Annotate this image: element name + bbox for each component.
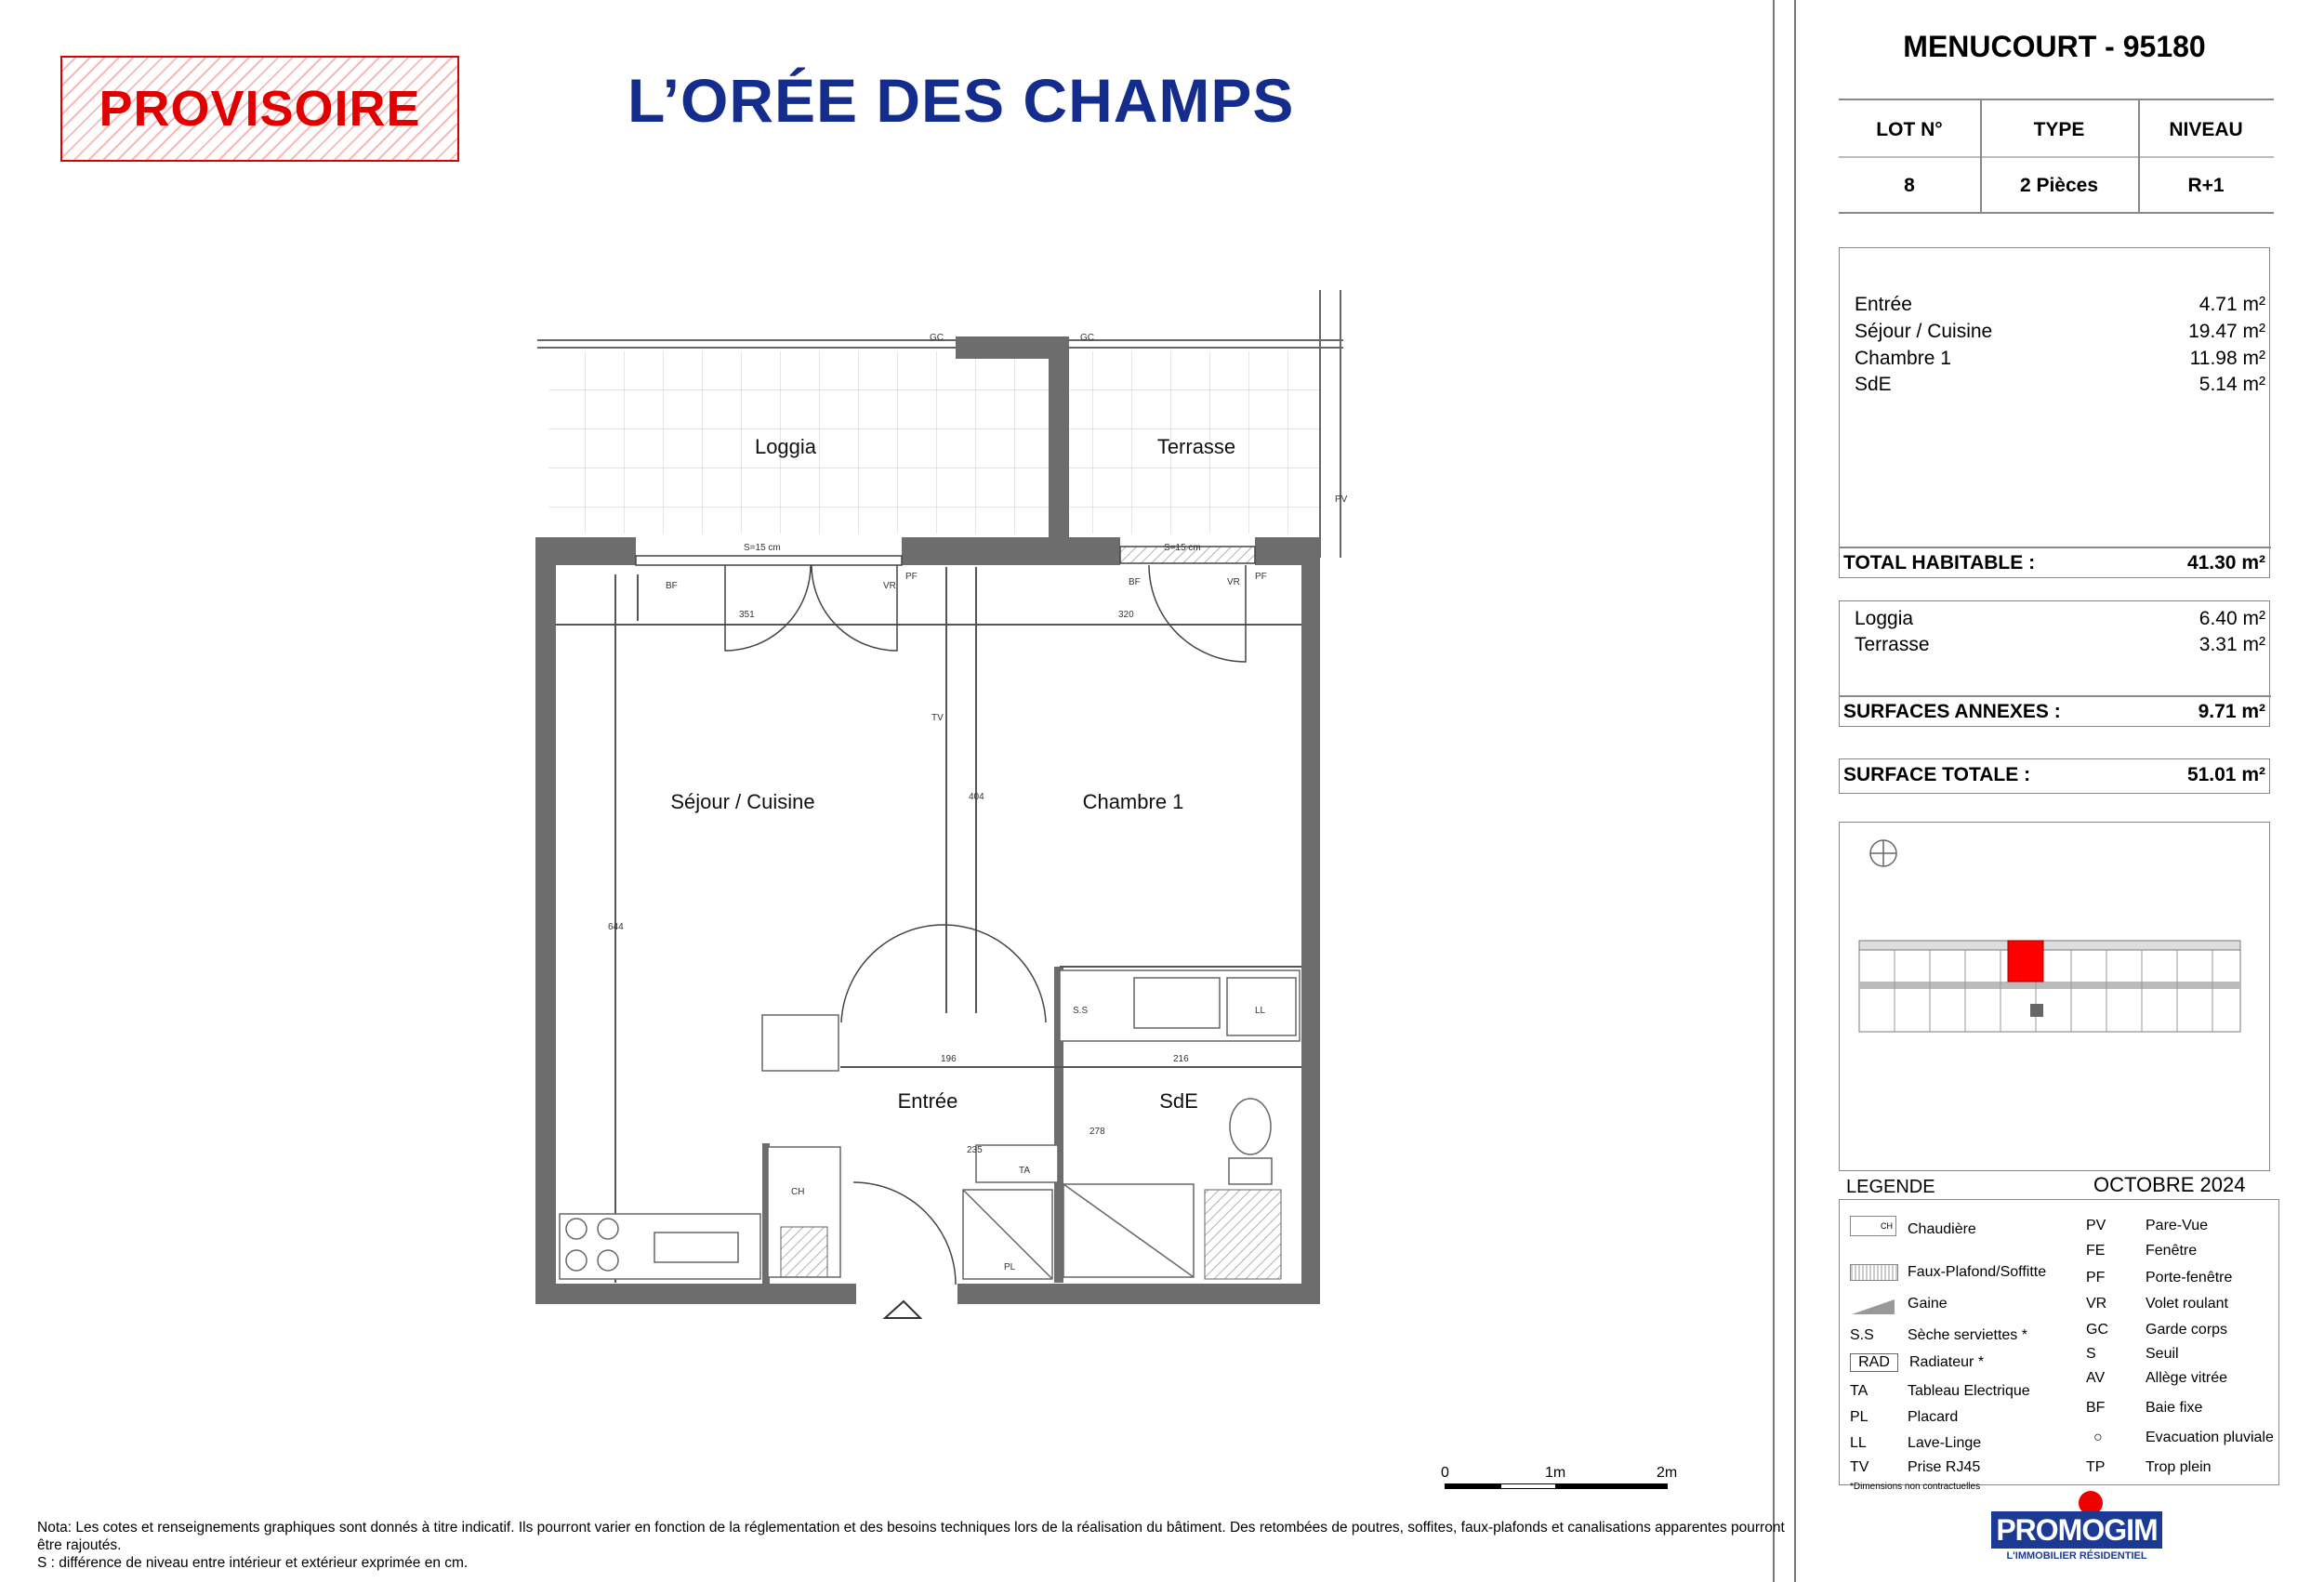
note-line-2: S : différence de niveau entre intérieur et extérieur exprimée en cm. [37,1555,469,1571]
lot-table [1839,99,2274,214]
brand-logo: PROMOGIM [1991,1511,2162,1549]
label-vr-1: VR [883,581,896,591]
room-entree: Entrée [897,1089,958,1113]
legend-vr: VR Volet roulant [2086,1296,2228,1312]
label-bf-2: BF [1129,577,1141,587]
room-terrasse: Terrasse [1156,435,1236,458]
gaine-icon [1850,1296,1896,1316]
legend-ss: S.S Sèche serviettes * [1850,1327,2027,1343]
label-pf-1: PF [905,572,918,582]
surface-row [1855,348,2265,370]
annex-label: Terrasse [1855,634,1930,655]
annexes-total-row [1843,701,2265,723]
surface-label: Chambre 1 [1855,348,1951,369]
label-pf-2: PF [1255,572,1267,582]
type-value: 2 Pièces [2019,175,2099,196]
legend-gc: GC Garde corps [2086,1322,2228,1338]
provisional-stamp [60,56,459,162]
surface-label: Entrée [1855,294,1912,315]
label-tv: TV [931,713,944,723]
label-gc-1: GC [930,333,944,343]
annex-label: Loggia [1855,608,1914,629]
legend-rad: RAD Radiateur * [1850,1353,1984,1372]
key-plan [1839,822,2268,1169]
room-loggia: Loggia [754,435,817,458]
label-vr-2: VR [1227,577,1240,587]
dim-351: 351 [739,610,755,620]
surface-totale-label: SURFACE TOTALE : [1843,764,2031,785]
total-habitable-row [1843,552,2265,574]
room-sde: SdE [1159,1089,1198,1113]
surface-row [1855,374,2265,396]
niveau-value: R+1 [2187,175,2225,196]
dim-404: 404 [969,792,984,802]
legend-tp: TP Trop plein [2086,1459,2212,1475]
surface-value: 19.47 m² [2188,321,2265,342]
legend-pv: PV Pare-Vue [2086,1218,2208,1233]
legend-av: AV Allège vitrée [2086,1370,2228,1386]
surface-value: 4.71 m² [2199,294,2265,315]
chaudiere-symbol: CH [1881,1221,1893,1231]
dim-196: 196 [941,1054,957,1064]
frame-divider-right [1794,0,1796,1582]
legend-bf: BF Baie fixe [2086,1400,2203,1416]
legend-ta: TA Tableau Electrique [1850,1383,2030,1399]
annexes-total-value: 9.71 m² [2198,701,2265,722]
surface-value: 5.14 m² [2199,374,2265,395]
chaudiere-icon [1850,1216,1896,1236]
surface-row [1855,294,2265,316]
legend-pl: PL Placard [1850,1409,1959,1425]
surface-label: SdE [1855,374,1892,395]
disclaimer-note [37,1519,1785,1572]
key-plan-highlight [2008,941,2043,982]
legend-ll: LL Lave-Linge [1850,1435,1982,1451]
room-sejour-cuisine: Séjour / Cuisine [670,790,815,813]
label-bf-1: BF [666,581,678,591]
annex-value: 3.31 m² [2199,634,2265,655]
frame-divider-left [1773,0,1775,1582]
legend-date: OCTOBRE 2024 [2093,1173,2246,1196]
floor-plan [521,279,1357,1338]
scale-label-0: 0 [1441,1465,1449,1481]
dim-644: 644 [608,922,624,932]
annex-value: 6.40 m² [2199,608,2265,629]
niveau-header: NIVEAU [2169,119,2243,140]
label-ss: S.S [1073,1006,1089,1016]
legend-pf: PF Porte-fenêtre [2086,1270,2233,1285]
surface-totale-value: 51.01 m² [2186,764,2265,785]
legend-tv: TV Prise RJ45 [1850,1459,1981,1475]
faux-plafond-icon [1850,1264,1898,1281]
legend-chaudiere: Chaudière [1908,1221,1976,1237]
total-habitable-value: 41.30 m² [2186,552,2265,573]
legend-fe: FE Fenêtre [2086,1243,2198,1259]
annex-row [1855,608,2265,630]
surface-totale-row [1843,764,2265,786]
lot-value: 8 [1904,175,1915,196]
legend-faux-plafond: Faux-Plafond/Soffitte [1908,1264,2047,1280]
label-seuil-2: S=15 cm [1164,543,1201,553]
legend-evacuation: ○ Evacuation pluviale [2093,1430,2274,1445]
annexes-total-label: SURFACES ANNEXES : [1843,701,2061,722]
total-habitable-label: TOTAL HABITABLE : [1843,552,2036,573]
brand-tagline: L'IMMOBILIER RÉSIDENTIEL [2006,1550,2147,1562]
surface-row [1855,321,2265,343]
label-ll: LL [1255,1006,1266,1016]
legend-gaine: Gaine [1908,1296,1948,1312]
label-ta: TA [1019,1166,1031,1176]
label-gc-2: GC [1080,333,1094,343]
lot-header: LOT N° [1876,119,1943,140]
city-heading: MENUCOURT - 95180 [1903,30,2206,63]
dim-235: 235 [967,1145,983,1155]
dim-278: 278 [1089,1127,1105,1137]
dim-216: 216 [1173,1054,1189,1064]
scale-label-1m: 1m [1545,1465,1566,1481]
legend-s: S Seuil [2086,1346,2179,1362]
surface-label: Séjour / Cuisine [1855,321,1993,342]
dim-320: 320 [1118,610,1134,620]
surface-value: 11.98 m² [2189,348,2265,369]
legend-footnote: *Dimensions non contractuelles [1850,1482,1981,1492]
legend-title: LEGENDE [1846,1177,1935,1197]
label-pl: PL [1004,1262,1016,1272]
scale-label-2m: 2m [1657,1465,1678,1481]
scale-bar [1441,1465,1683,1502]
type-header: TYPE [2033,119,2085,140]
label-seuil-1: S=15 cm [744,543,781,553]
note-line-1: Nota: Les cotes et renseignements graphiques sont donnés à titre indicatif. Ils pourront varier en fonction de la réglementation et des besoins techniques lors de la réalisation du bâtiment. Des retombées de poutres, soffites, faux-plafonds et canalisations apparentes pourront être rajoutés. [37,1520,1785,1553]
room-chambre-1: Chambre 1 [1082,790,1184,813]
label-ch: CH [791,1187,805,1197]
annex-row [1855,634,2265,656]
stamp-text: PROVISOIRE [99,81,421,137]
project-title: L’ORÉE DES CHAMPS [627,66,1295,135]
label-pv: PV [1335,494,1348,505]
